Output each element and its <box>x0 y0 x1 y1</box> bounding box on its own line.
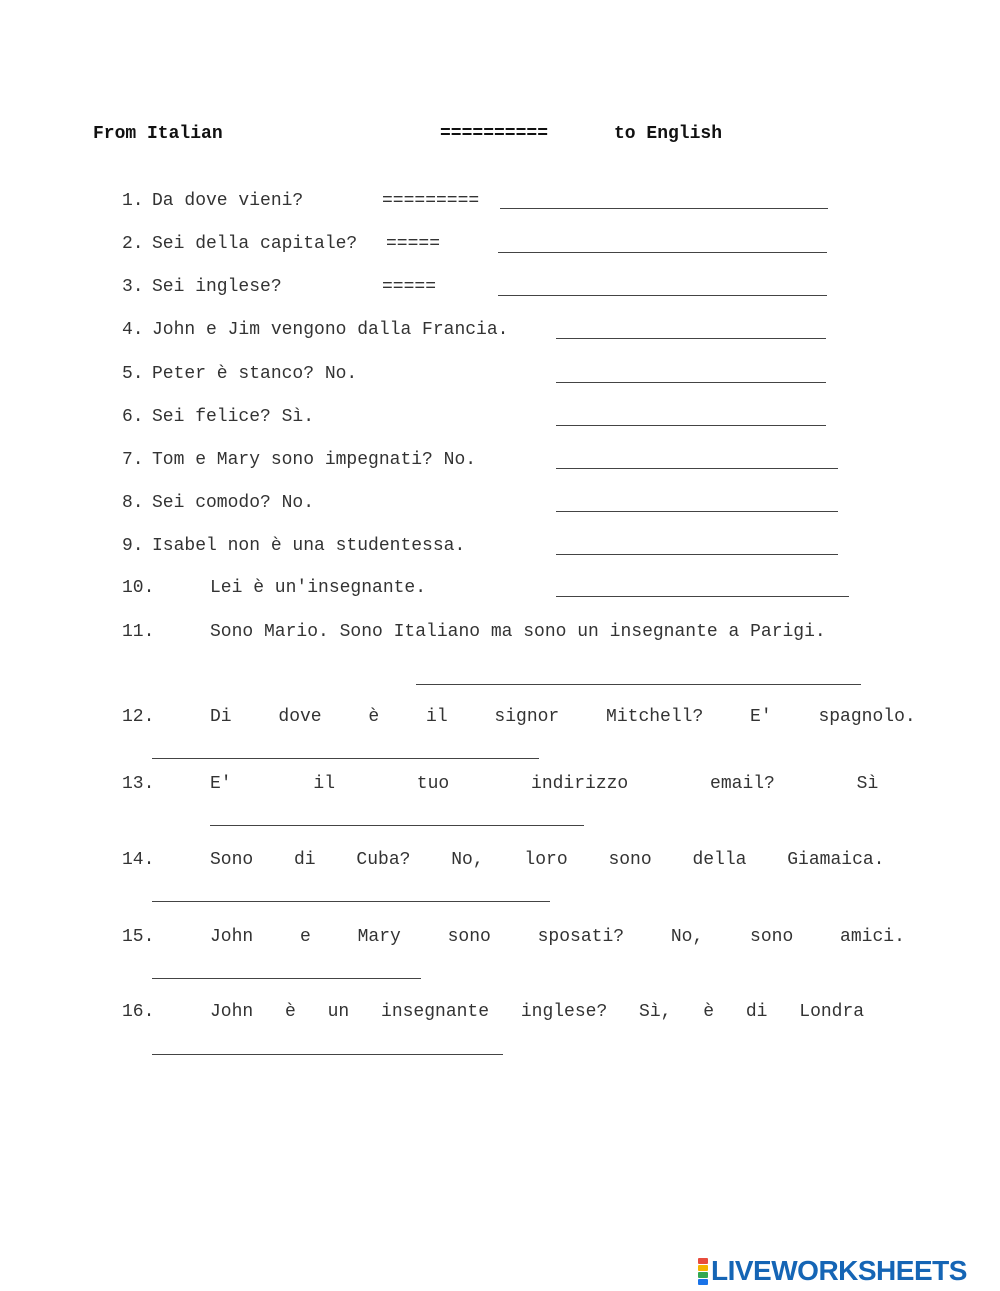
item-number: 7. <box>122 450 144 470</box>
answer-line-15[interactable] <box>152 978 421 979</box>
logo-block-icon <box>698 1258 708 1264</box>
item-text: Sei della capitale? <box>152 234 358 254</box>
item-number: 5. <box>122 364 144 384</box>
header-to: to English <box>614 124 723 144</box>
answer-line-9[interactable] <box>556 554 838 555</box>
item-number: 16. <box>122 1002 155 1022</box>
logo-text: LIVEWORKSHEETS <box>711 1255 967 1286</box>
answer-line-14[interactable] <box>152 901 550 902</box>
item-number: 14. <box>122 850 155 870</box>
item-number: 13. <box>122 774 155 794</box>
logo-blocks-icon <box>698 1258 708 1285</box>
item-text: Da dove vieni? <box>152 191 304 211</box>
item-text: John è un insegnante inglese? Sì, è di Londra <box>210 1002 865 1022</box>
answer-line-13[interactable] <box>210 825 584 826</box>
item-separator: ========= <box>382 191 480 211</box>
answer-line-2[interactable] <box>498 252 827 253</box>
item-number: 3. <box>122 277 144 297</box>
answer-line-4[interactable] <box>556 338 826 339</box>
item-number: 15. <box>122 927 155 947</box>
answer-line-3[interactable] <box>498 295 827 296</box>
item-text: Isabel non è una studentessa. <box>152 536 466 556</box>
header-from: From Italian <box>93 124 223 144</box>
answer-line-1[interactable] <box>500 208 828 209</box>
item-text: Sei felice? Sì. <box>152 407 315 427</box>
item-text: John e Jim vengono dalla Francia. <box>152 320 509 340</box>
answer-line-12[interactable] <box>152 758 539 759</box>
item-number: 6. <box>122 407 144 427</box>
answer-line-16[interactable] <box>152 1054 503 1055</box>
item-text: Sei inglese? <box>152 277 282 297</box>
item-text: Tom e Mary sono impegnati? No. <box>152 450 477 470</box>
logo-block-icon <box>698 1265 708 1271</box>
item-number: 10. <box>122 578 155 598</box>
item-text: Sono Mario. Sono Italiano ma sono un insegnante a Parigi. <box>210 622 826 642</box>
item-text: Sei comodo? No. <box>152 493 315 513</box>
answer-line-6[interactable] <box>556 425 826 426</box>
item-number: 9. <box>122 536 144 556</box>
item-text: E' il tuo indirizzo email? Sì <box>210 774 879 794</box>
answer-line-8[interactable] <box>556 511 838 512</box>
item-text: Di dove è il signor Mitchell? E' spagnolo. <box>210 707 916 727</box>
liveworksheets-logo <box>698 1256 967 1286</box>
logo-block-icon <box>698 1279 708 1285</box>
item-number: 12. <box>122 707 155 727</box>
item-separator: ===== <box>386 234 441 254</box>
item-text: Peter è stanco? No. <box>152 364 358 384</box>
item-text: Sono di Cuba? No, loro sono della Giamaica. <box>210 850 885 870</box>
answer-line-7[interactable] <box>556 468 838 469</box>
item-number: 2. <box>122 234 144 254</box>
answer-line-5[interactable] <box>556 382 826 383</box>
header-separator: ========== <box>440 124 549 144</box>
item-separator: ===== <box>382 277 437 297</box>
item-text: Lei è un'insegnante. <box>210 578 427 598</box>
item-number: 1. <box>122 191 144 211</box>
logo-block-icon <box>698 1272 708 1278</box>
item-text: John e Mary sono sposati? No, sono amici. <box>210 927 905 947</box>
item-number: 8. <box>122 493 144 513</box>
answer-line-11[interactable] <box>416 684 861 685</box>
answer-line-10[interactable] <box>556 596 849 597</box>
item-number: 4. <box>122 320 144 340</box>
item-number: 11. <box>122 622 155 642</box>
